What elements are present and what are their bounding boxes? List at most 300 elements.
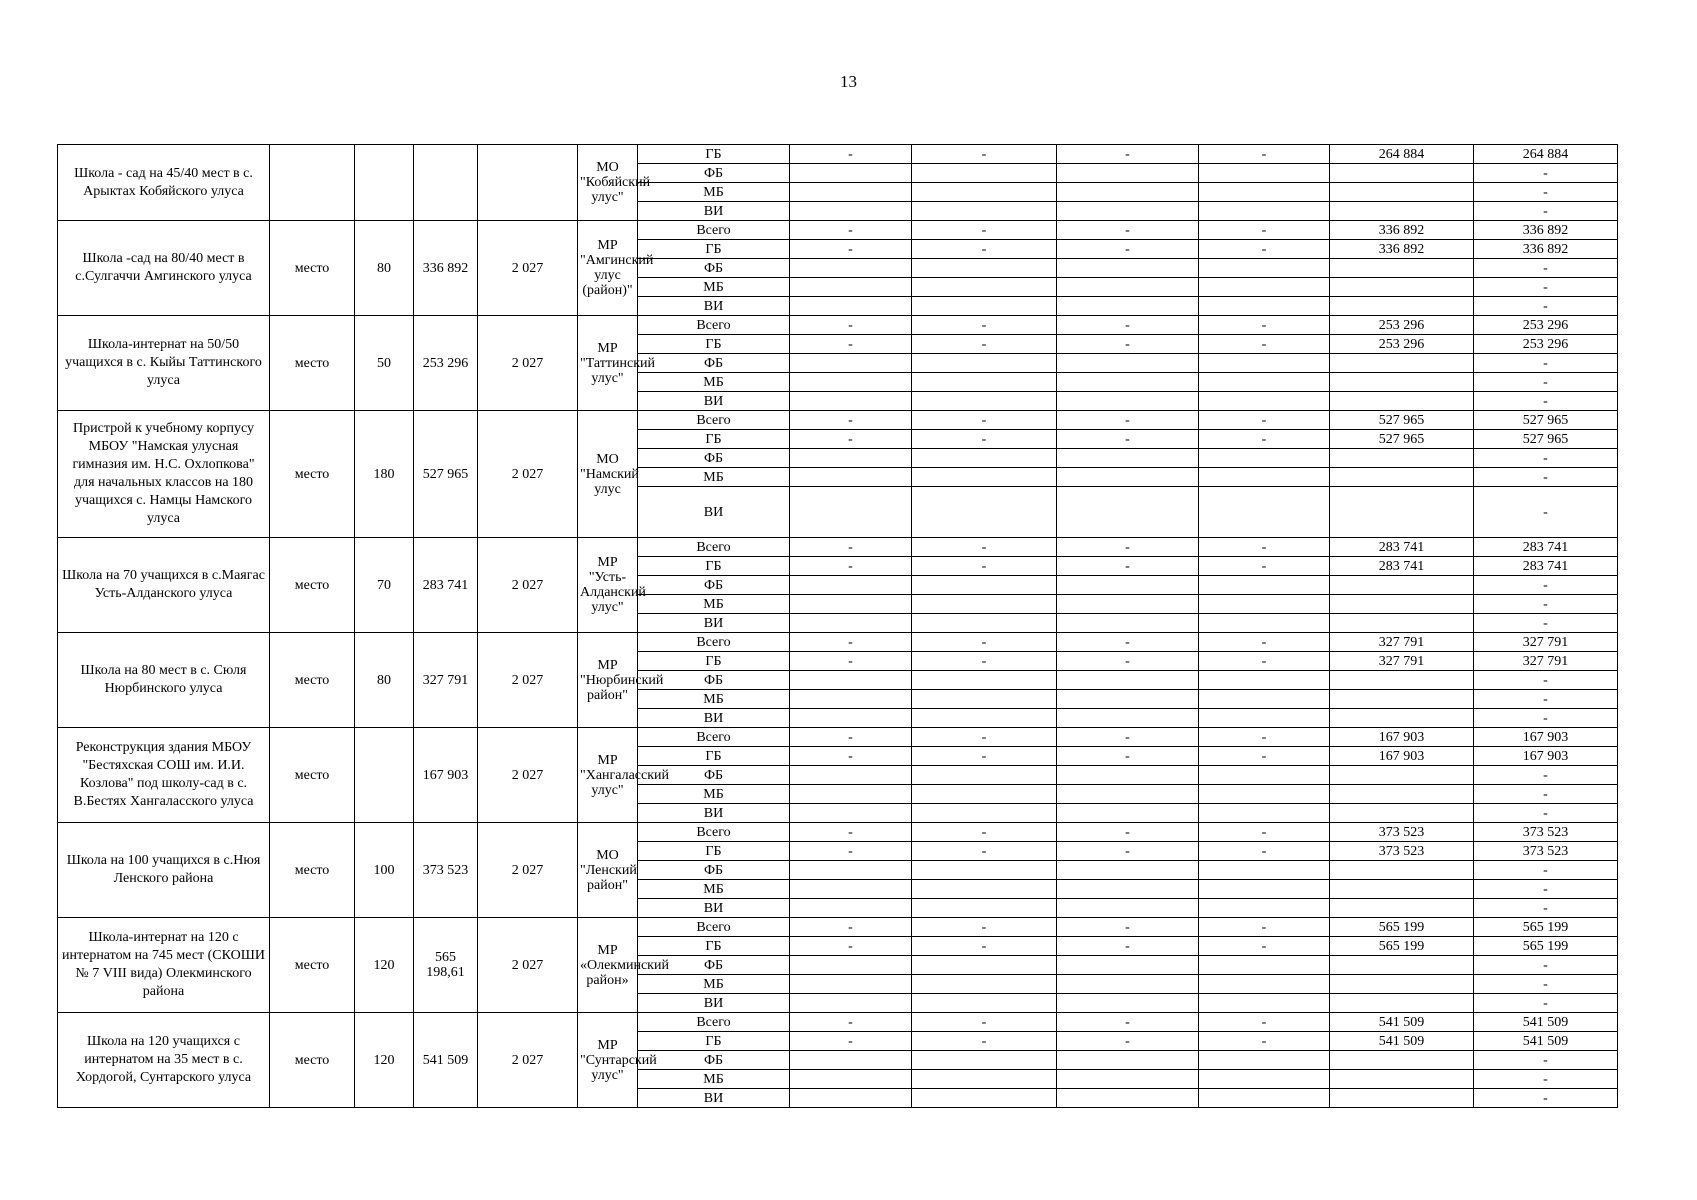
year-4-cell <box>1199 785 1330 804</box>
year-5-cell: 336 892 <box>1330 240 1474 259</box>
total-cell: 373 523 <box>1474 823 1618 842</box>
page-number: 13 <box>840 72 857 91</box>
funding-source-cell: ГБ <box>638 240 790 259</box>
year-2-cell: - <box>912 221 1057 240</box>
funding-source-cell: ВИ <box>638 1089 790 1108</box>
year-4-cell <box>1199 1089 1330 1108</box>
year-cell <box>478 145 578 221</box>
municipality-cell: МР "Хангаласский улус" <box>578 728 638 823</box>
year-3-cell <box>1057 202 1199 221</box>
year-3-cell <box>1057 576 1199 595</box>
capacity-cell: 80 <box>355 633 414 728</box>
total-cell: 527 965 <box>1474 411 1618 430</box>
funding-source-cell: ГБ <box>638 1032 790 1051</box>
year-5-cell <box>1330 975 1474 994</box>
year-1-cell <box>790 297 912 316</box>
year-3-cell: - <box>1057 633 1199 652</box>
year-1-cell <box>790 975 912 994</box>
table-row <box>58 823 1618 842</box>
funding-source-cell: МБ <box>638 690 790 709</box>
year-3-cell <box>1057 297 1199 316</box>
year-3-cell <box>1057 671 1199 690</box>
year-2-cell <box>912 297 1057 316</box>
year-2-cell <box>912 183 1057 202</box>
total-cell: - <box>1474 164 1618 183</box>
year-3-cell <box>1057 1089 1199 1108</box>
year-5-cell <box>1330 614 1474 633</box>
year-2-cell: - <box>912 918 1057 937</box>
year-cell: 2 027 <box>478 411 578 538</box>
year-2-cell: - <box>912 937 1057 956</box>
year-3-cell: - <box>1057 335 1199 354</box>
total-cell: - <box>1474 1051 1618 1070</box>
year-5-cell <box>1330 994 1474 1013</box>
total-cell: 253 296 <box>1474 316 1618 335</box>
year-5-cell <box>1330 1089 1474 1108</box>
capacity-cell <box>355 145 414 221</box>
year-3-cell <box>1057 164 1199 183</box>
year-3-cell <box>1057 183 1199 202</box>
year-4-cell <box>1199 861 1330 880</box>
funding-source-cell: МБ <box>638 785 790 804</box>
year-4-cell <box>1199 164 1330 183</box>
year-3-cell: - <box>1057 937 1199 956</box>
funding-source-cell: ВИ <box>638 297 790 316</box>
year-2-cell: - <box>912 842 1057 861</box>
year-5-cell <box>1330 690 1474 709</box>
year-1-cell <box>790 449 912 468</box>
year-5-cell: 527 965 <box>1330 430 1474 449</box>
year-4-cell: - <box>1199 842 1330 861</box>
funding-source-cell: МБ <box>638 880 790 899</box>
year-5-cell <box>1330 278 1474 297</box>
cost-cell: 541 509 <box>414 1013 478 1108</box>
total-cell: - <box>1474 449 1618 468</box>
year-3-cell: - <box>1057 842 1199 861</box>
year-2-cell <box>912 975 1057 994</box>
table-row <box>58 1013 1618 1032</box>
year-4-cell <box>1199 614 1330 633</box>
table-row <box>58 145 1618 164</box>
year-1-cell: - <box>790 633 912 652</box>
year-2-cell <box>912 785 1057 804</box>
year-4-cell <box>1199 899 1330 918</box>
year-4-cell: - <box>1199 728 1330 747</box>
year-2-cell: - <box>912 335 1057 354</box>
year-5-cell <box>1330 595 1474 614</box>
year-5-cell: 327 791 <box>1330 633 1474 652</box>
municipality-cell: МО "Ленский район" <box>578 823 638 918</box>
year-4-cell <box>1199 880 1330 899</box>
funding-source-cell: МБ <box>638 468 790 487</box>
funding-source-cell: Всего <box>638 538 790 557</box>
capacity-cell: 70 <box>355 538 414 633</box>
total-cell: 167 903 <box>1474 747 1618 766</box>
year-4-cell: - <box>1199 240 1330 259</box>
year-2-cell: - <box>912 747 1057 766</box>
total-cell: - <box>1474 202 1618 221</box>
unit-cell: место <box>270 411 355 538</box>
year-1-cell: - <box>790 1013 912 1032</box>
year-3-cell: - <box>1057 145 1199 164</box>
object-name-cell: Школа-интернат на 50/50 учащихся в с. Кыйы Таттинского улуса <box>58 316 270 411</box>
year-1-cell <box>790 202 912 221</box>
total-cell: - <box>1474 994 1618 1013</box>
year-1-cell: - <box>790 918 912 937</box>
year-5-cell <box>1330 183 1474 202</box>
year-5-cell <box>1330 899 1474 918</box>
year-3-cell: - <box>1057 411 1199 430</box>
funding-source-cell: ФБ <box>638 671 790 690</box>
year-2-cell <box>912 709 1057 728</box>
municipality-cell: МР "Амгинский улус (район)" <box>578 221 638 316</box>
total-cell: - <box>1474 1070 1618 1089</box>
year-5-cell: 264 884 <box>1330 145 1474 164</box>
year-1-cell <box>790 487 912 538</box>
municipality-cell: МО "Намский улус <box>578 411 638 538</box>
year-1-cell: - <box>790 316 912 335</box>
funding-source-cell: ФБ <box>638 164 790 183</box>
cost-cell: 283 741 <box>414 538 478 633</box>
year-1-cell: - <box>790 538 912 557</box>
year-2-cell: - <box>912 1032 1057 1051</box>
unit-cell: место <box>270 918 355 1013</box>
year-3-cell: - <box>1057 1013 1199 1032</box>
funding-source-cell: ГБ <box>638 937 790 956</box>
total-cell: - <box>1474 614 1618 633</box>
year-2-cell: - <box>912 538 1057 557</box>
year-3-cell <box>1057 278 1199 297</box>
total-cell: - <box>1474 956 1618 975</box>
year-5-cell: 283 741 <box>1330 557 1474 576</box>
year-2-cell: - <box>912 145 1057 164</box>
year-5-cell: 167 903 <box>1330 747 1474 766</box>
year-2-cell <box>912 1051 1057 1070</box>
year-2-cell <box>912 861 1057 880</box>
year-2-cell <box>912 487 1057 538</box>
object-name-cell: Школа на 120 учащихся с интернатом на 35 мест в с. Хордогой, Сунтарского улуса <box>58 1013 270 1108</box>
year-2-cell <box>912 449 1057 468</box>
year-5-cell: 541 509 <box>1330 1032 1474 1051</box>
year-5-cell: 253 296 <box>1330 335 1474 354</box>
year-1-cell <box>790 861 912 880</box>
funding-source-cell: Всего <box>638 316 790 335</box>
object-name-cell: Реконструкция здания МБОУ "Бестяхская СОШ им. И.И. Козлова" под школу-сад в с. В.Бестях Хангаласского улуса <box>58 728 270 823</box>
year-1-cell: - <box>790 728 912 747</box>
total-cell: 541 509 <box>1474 1013 1618 1032</box>
unit-cell: место <box>270 221 355 316</box>
year-5-cell <box>1330 354 1474 373</box>
total-cell: 565 199 <box>1474 918 1618 937</box>
funding-source-cell: ГБ <box>638 557 790 576</box>
year-2-cell <box>912 671 1057 690</box>
year-1-cell: - <box>790 411 912 430</box>
year-4-cell <box>1199 449 1330 468</box>
capacity-cell: 100 <box>355 823 414 918</box>
cost-cell: 527 965 <box>414 411 478 538</box>
year-1-cell <box>790 880 912 899</box>
table-row <box>58 633 1618 652</box>
municipality-cell: МР "Сунтарский улус" <box>578 1013 638 1108</box>
year-3-cell <box>1057 785 1199 804</box>
year-1-cell <box>790 164 912 183</box>
year-5-cell <box>1330 468 1474 487</box>
funding-source-cell: ВИ <box>638 392 790 411</box>
table-row <box>58 538 1618 557</box>
year-1-cell <box>790 392 912 411</box>
year-5-cell <box>1330 487 1474 538</box>
funding-source-cell: ФБ <box>638 576 790 595</box>
funding-source-cell: ВИ <box>638 487 790 538</box>
table-row <box>58 918 1618 937</box>
year-cell: 2 027 <box>478 316 578 411</box>
total-cell: - <box>1474 975 1618 994</box>
year-3-cell <box>1057 899 1199 918</box>
year-3-cell: - <box>1057 652 1199 671</box>
year-1-cell: - <box>790 1032 912 1051</box>
object-name-cell: Школа - сад на 45/40 мест в с. Арыктах Кобяйского улуса <box>58 145 270 221</box>
total-cell: - <box>1474 576 1618 595</box>
year-4-cell: - <box>1199 1032 1330 1051</box>
total-cell: 527 965 <box>1474 430 1618 449</box>
year-5-cell <box>1330 373 1474 392</box>
total-cell: - <box>1474 297 1618 316</box>
year-5-cell <box>1330 671 1474 690</box>
total-cell: 253 296 <box>1474 335 1618 354</box>
year-2-cell <box>912 576 1057 595</box>
year-2-cell <box>912 1089 1057 1108</box>
year-1-cell <box>790 1051 912 1070</box>
year-4-cell <box>1199 956 1330 975</box>
table-row <box>58 221 1618 240</box>
year-2-cell <box>912 956 1057 975</box>
funding-source-cell: ВИ <box>638 202 790 221</box>
year-1-cell <box>790 766 912 785</box>
year-2-cell <box>912 804 1057 823</box>
year-2-cell <box>912 899 1057 918</box>
year-4-cell <box>1199 595 1330 614</box>
funding-source-cell: Всего <box>638 411 790 430</box>
year-4-cell: - <box>1199 1013 1330 1032</box>
total-cell: - <box>1474 880 1618 899</box>
year-2-cell <box>912 614 1057 633</box>
year-2-cell <box>912 690 1057 709</box>
year-1-cell: - <box>790 937 912 956</box>
total-cell: 541 509 <box>1474 1032 1618 1051</box>
funding-source-cell: МБ <box>638 183 790 202</box>
year-2-cell: - <box>912 316 1057 335</box>
year-5-cell <box>1330 576 1474 595</box>
year-2-cell: - <box>912 652 1057 671</box>
total-cell: - <box>1474 671 1618 690</box>
year-1-cell <box>790 956 912 975</box>
year-2-cell <box>912 994 1057 1013</box>
year-2-cell <box>912 202 1057 221</box>
year-3-cell <box>1057 709 1199 728</box>
year-5-cell: 167 903 <box>1330 728 1474 747</box>
year-4-cell <box>1199 297 1330 316</box>
year-3-cell <box>1057 766 1199 785</box>
year-1-cell <box>790 785 912 804</box>
year-1-cell <box>790 671 912 690</box>
year-4-cell: - <box>1199 937 1330 956</box>
funding-source-cell: ФБ <box>638 956 790 975</box>
total-cell: - <box>1474 785 1618 804</box>
year-2-cell <box>912 880 1057 899</box>
year-3-cell: - <box>1057 1032 1199 1051</box>
unit-cell <box>270 145 355 221</box>
year-2-cell <box>912 354 1057 373</box>
year-4-cell <box>1199 354 1330 373</box>
funding-source-cell: Всего <box>638 823 790 842</box>
year-cell: 2 027 <box>478 538 578 633</box>
year-2-cell: - <box>912 633 1057 652</box>
year-1-cell <box>790 1089 912 1108</box>
funding-source-cell: ГБ <box>638 842 790 861</box>
year-4-cell <box>1199 278 1330 297</box>
year-4-cell <box>1199 994 1330 1013</box>
funding-source-cell: МБ <box>638 975 790 994</box>
object-name-cell: Школа на 80 мест в с. Сюля Нюрбинского улуса <box>58 633 270 728</box>
total-cell: - <box>1474 468 1618 487</box>
year-4-cell <box>1199 468 1330 487</box>
year-cell: 2 027 <box>478 823 578 918</box>
funding-source-cell: ФБ <box>638 259 790 278</box>
funding-source-cell: ФБ <box>638 766 790 785</box>
year-4-cell: - <box>1199 538 1330 557</box>
year-4-cell <box>1199 690 1330 709</box>
total-cell: - <box>1474 183 1618 202</box>
total-cell: 336 892 <box>1474 221 1618 240</box>
funding-source-cell: МБ <box>638 595 790 614</box>
year-1-cell: - <box>790 652 912 671</box>
object-name-cell: Школа-интернат на 120 с интернатом на 745 мест (СКОШИ № 7 VIII вида) Олекминского района <box>58 918 270 1013</box>
year-4-cell: - <box>1199 823 1330 842</box>
year-2-cell <box>912 1070 1057 1089</box>
year-4-cell <box>1199 671 1330 690</box>
year-4-cell <box>1199 392 1330 411</box>
funding-source-cell: ВИ <box>638 994 790 1013</box>
year-3-cell <box>1057 994 1199 1013</box>
year-5-cell: 565 199 <box>1330 937 1474 956</box>
year-3-cell <box>1057 259 1199 278</box>
year-1-cell <box>790 804 912 823</box>
year-1-cell <box>790 354 912 373</box>
year-1-cell: - <box>790 240 912 259</box>
funding-source-cell: Всего <box>638 918 790 937</box>
year-3-cell <box>1057 468 1199 487</box>
funding-source-cell: ФБ <box>638 354 790 373</box>
cost-cell: 336 892 <box>414 221 478 316</box>
year-5-cell <box>1330 766 1474 785</box>
unit-cell: место <box>270 728 355 823</box>
year-3-cell: - <box>1057 823 1199 842</box>
year-4-cell: - <box>1199 747 1330 766</box>
funding-source-cell: ФБ <box>638 861 790 880</box>
year-5-cell: 373 523 <box>1330 823 1474 842</box>
funding-source-cell: ГБ <box>638 145 790 164</box>
cost-cell: 565 198,61 <box>414 918 478 1013</box>
year-1-cell <box>790 576 912 595</box>
year-4-cell <box>1199 709 1330 728</box>
cost-cell <box>414 145 478 221</box>
year-5-cell <box>1330 164 1474 183</box>
year-3-cell: - <box>1057 316 1199 335</box>
funding-source-cell: ВИ <box>638 614 790 633</box>
table-row <box>58 728 1618 747</box>
year-1-cell: - <box>790 823 912 842</box>
year-1-cell: - <box>790 557 912 576</box>
total-cell: 264 884 <box>1474 145 1618 164</box>
year-3-cell: - <box>1057 557 1199 576</box>
year-5-cell <box>1330 297 1474 316</box>
year-2-cell <box>912 164 1057 183</box>
funding-source-cell: МБ <box>638 1070 790 1089</box>
year-2-cell <box>912 766 1057 785</box>
unit-cell: место <box>270 1013 355 1108</box>
year-3-cell <box>1057 861 1199 880</box>
year-1-cell <box>790 468 912 487</box>
funding-source-cell: ФБ <box>638 1051 790 1070</box>
year-1-cell: - <box>790 842 912 861</box>
year-4-cell <box>1199 202 1330 221</box>
year-2-cell: - <box>912 728 1057 747</box>
year-5-cell <box>1330 259 1474 278</box>
year-1-cell <box>790 1070 912 1089</box>
funding-source-cell: Всего <box>638 221 790 240</box>
total-cell: 167 903 <box>1474 728 1618 747</box>
total-cell: - <box>1474 278 1618 297</box>
year-4-cell: - <box>1199 430 1330 449</box>
year-1-cell <box>790 183 912 202</box>
year-1-cell: - <box>790 335 912 354</box>
table-row <box>58 411 1618 430</box>
year-2-cell: - <box>912 411 1057 430</box>
capacity-cell: 120 <box>355 1013 414 1108</box>
total-cell: - <box>1474 709 1618 728</box>
funding-source-cell: МБ <box>638 373 790 392</box>
year-3-cell <box>1057 1070 1199 1089</box>
year-3-cell <box>1057 354 1199 373</box>
municipality-cell: МО "Кобяйский улус" <box>578 145 638 221</box>
total-cell: - <box>1474 595 1618 614</box>
municipality-cell: МР "Нюрбинский район" <box>578 633 638 728</box>
year-1-cell <box>790 899 912 918</box>
year-3-cell: - <box>1057 240 1199 259</box>
total-cell: 373 523 <box>1474 842 1618 861</box>
year-cell: 2 027 <box>478 728 578 823</box>
year-4-cell <box>1199 373 1330 392</box>
total-cell: - <box>1474 899 1618 918</box>
municipality-cell: МР "Усть-Алданский улус" <box>578 538 638 633</box>
year-1-cell <box>790 595 912 614</box>
capacity-cell: 120 <box>355 918 414 1013</box>
year-2-cell: - <box>912 240 1057 259</box>
year-3-cell <box>1057 392 1199 411</box>
year-1-cell <box>790 614 912 633</box>
capacity-cell: 50 <box>355 316 414 411</box>
year-5-cell: 253 296 <box>1330 316 1474 335</box>
year-3-cell: - <box>1057 728 1199 747</box>
year-5-cell <box>1330 202 1474 221</box>
year-4-cell <box>1199 487 1330 538</box>
year-1-cell: - <box>790 747 912 766</box>
year-5-cell <box>1330 880 1474 899</box>
year-1-cell: - <box>790 145 912 164</box>
year-5-cell <box>1330 785 1474 804</box>
year-3-cell: - <box>1057 538 1199 557</box>
year-1-cell: - <box>790 221 912 240</box>
